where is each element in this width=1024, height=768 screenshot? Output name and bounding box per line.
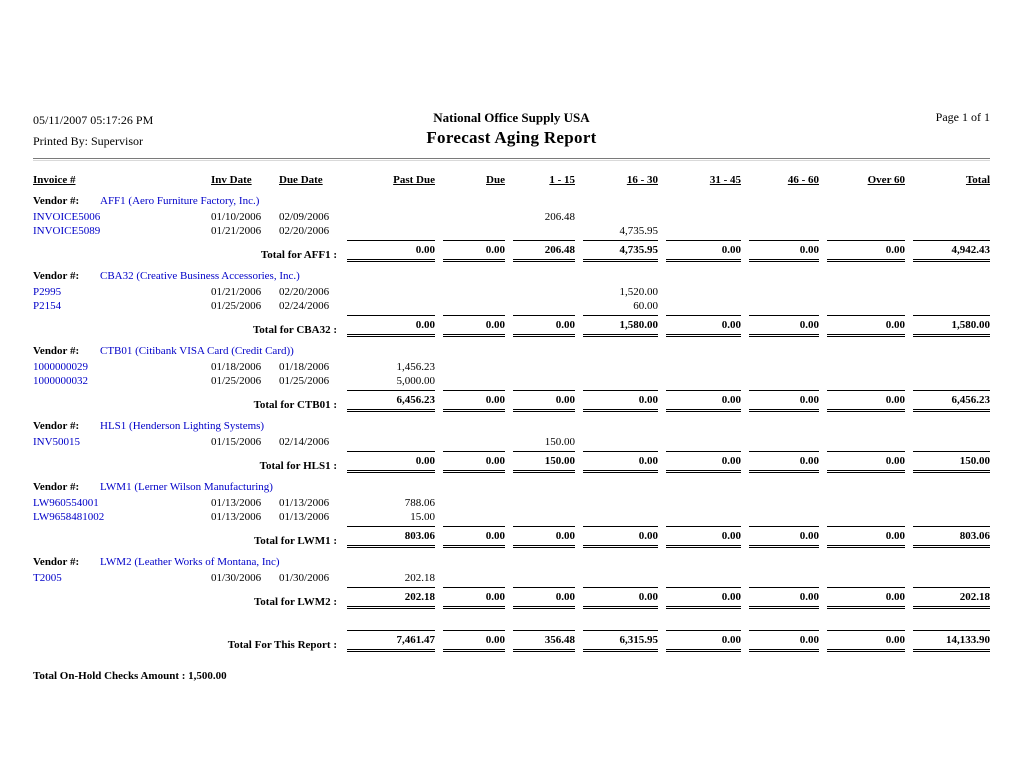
vendor-total-amount: 150.00 bbox=[513, 451, 575, 473]
vendor-total-label: Total for LWM1 : bbox=[253, 535, 337, 547]
vendor-total-amount: 0.00 bbox=[513, 587, 575, 609]
vendor-total-amount: 0.00 bbox=[513, 526, 575, 548]
printed-by: Printed By: Supervisor bbox=[33, 134, 143, 148]
vendor-total-amount: 0.00 bbox=[666, 587, 741, 609]
vendor-total-amount: 0.00 bbox=[443, 451, 505, 473]
vendor-total-amount: 0.00 bbox=[827, 315, 905, 337]
invoice-inv-date: 01/18/2006 bbox=[211, 361, 262, 373]
vendor-total-label: Total for CTB01 : bbox=[253, 399, 337, 411]
invoice-row bbox=[33, 510, 990, 524]
invoice-row bbox=[33, 299, 990, 313]
vendor-number-label: Vendor #: bbox=[33, 195, 80, 207]
vendor-total-amount: 0.00 bbox=[583, 390, 658, 412]
vendor-total-amount: 0.00 bbox=[666, 240, 741, 262]
vendor-total-amount: 0.00 bbox=[666, 390, 741, 412]
header-divider bbox=[33, 158, 990, 161]
invoice-number: 1000000032 bbox=[33, 375, 88, 387]
invoice-row bbox=[33, 360, 990, 374]
amount-cell: 15.00 bbox=[410, 511, 435, 523]
invoice-due-date: 01/13/2006 bbox=[279, 497, 330, 509]
vendor-total-amount: 0.00 bbox=[749, 451, 819, 473]
column-header-label: Total bbox=[965, 174, 990, 186]
amount-cell: 5,000.00 bbox=[396, 375, 435, 387]
column-header-label: Past Due bbox=[393, 174, 435, 186]
vendor-total-amount: 0.00 bbox=[443, 587, 505, 609]
aging-table bbox=[33, 173, 990, 652]
vendor-total-label: Total for AFF1 : bbox=[260, 249, 337, 261]
invoice-row bbox=[33, 496, 990, 510]
column-header bbox=[279, 173, 339, 187]
report-total-label: Total For This Report : bbox=[227, 639, 337, 651]
page-number: Page 1 of 1 bbox=[935, 110, 990, 124]
vendor-total-amount: 0.00 bbox=[749, 390, 819, 412]
print-datetime: 05/11/2007 05:17:26 PM bbox=[33, 113, 154, 127]
vendor-name: CTB01 (Citibank VISA Card (Credit Card)) bbox=[100, 345, 294, 357]
vendor-name: CBA32 (Creative Business Accessories, Inc.) bbox=[100, 270, 300, 282]
vendor-line bbox=[33, 419, 990, 434]
invoice-inv-date: 01/21/2006 bbox=[211, 225, 262, 237]
column-header bbox=[666, 173, 741, 187]
vendor-number-label: Vendor #: bbox=[33, 420, 80, 432]
invoice-row bbox=[33, 374, 990, 388]
vendor-total-amount: 0.00 bbox=[583, 526, 658, 548]
vendor-total-row bbox=[33, 526, 990, 548]
vendor-total-label: Total for LWM2 : bbox=[253, 596, 337, 608]
invoice-inv-date: 01/13/2006 bbox=[211, 497, 262, 509]
vendor-row bbox=[33, 269, 990, 284]
vendor-total-amount: 0.00 bbox=[749, 526, 819, 548]
invoice-row bbox=[33, 210, 990, 224]
vendor-number-label: Vendor #: bbox=[33, 481, 80, 493]
report-total-amount: 14,133.90 bbox=[913, 630, 990, 652]
invoice-inv-date: 01/15/2006 bbox=[211, 436, 262, 448]
vendor-total-amount: 150.00 bbox=[913, 451, 990, 473]
vendor-line bbox=[33, 555, 990, 570]
header-left bbox=[33, 110, 426, 152]
invoice-inv-date: 01/25/2006 bbox=[211, 300, 262, 312]
column-header-label: Invoice # bbox=[33, 174, 76, 186]
report-total-amount: 0.00 bbox=[666, 630, 741, 652]
vendor-line bbox=[33, 480, 990, 495]
report-total-amount: 356.48 bbox=[513, 630, 575, 652]
vendor-total-amount: 4,735.95 bbox=[583, 240, 658, 262]
on-hold-checks-note: Total On-Hold Checks Amount : 1,500.00 bbox=[33, 670, 227, 682]
amount-cell: 202.18 bbox=[404, 572, 435, 584]
vendor-number-label: Vendor #: bbox=[33, 345, 80, 357]
report-total-amount: 0.00 bbox=[749, 630, 819, 652]
column-header bbox=[443, 173, 505, 187]
vendor-total-label: Total for HLS1 : bbox=[259, 460, 337, 472]
column-header-label: 1 - 15 bbox=[549, 174, 575, 186]
group-spacer bbox=[33, 262, 990, 269]
vendor-total-amount: 206.48 bbox=[513, 240, 575, 262]
invoice-inv-date: 01/13/2006 bbox=[211, 511, 262, 523]
vendor-name: LWM2 (Leather Works of Montana, Inc) bbox=[100, 556, 280, 568]
column-header bbox=[749, 173, 819, 187]
invoice-due-date: 01/13/2006 bbox=[279, 511, 330, 523]
amount-cell: 788.06 bbox=[404, 497, 435, 509]
vendor-total-amount: 0.00 bbox=[443, 390, 505, 412]
invoice-number: INVOICE5006 bbox=[33, 211, 101, 223]
column-header bbox=[583, 173, 658, 187]
vendor-total-row bbox=[33, 315, 990, 337]
group-spacer bbox=[33, 609, 990, 616]
vendor-total-amount: 0.00 bbox=[347, 240, 435, 262]
vendor-total-amount: 803.06 bbox=[347, 526, 435, 548]
report-total-amount: 7,461.47 bbox=[347, 630, 435, 652]
vendor-total-amount: 0.00 bbox=[827, 240, 905, 262]
column-header-label: Over 60 bbox=[867, 174, 905, 186]
vendor-total-amount: 803.06 bbox=[913, 526, 990, 548]
invoice-due-date: 02/09/2006 bbox=[279, 211, 330, 223]
group-spacer bbox=[33, 412, 990, 419]
invoice-row bbox=[33, 285, 990, 299]
vendor-total-amount: 0.00 bbox=[443, 240, 505, 262]
vendor-row bbox=[33, 194, 990, 209]
report-page bbox=[33, 110, 990, 682]
column-header bbox=[33, 173, 203, 187]
amount-cell: 206.48 bbox=[544, 211, 575, 223]
header-center bbox=[426, 110, 596, 150]
vendor-total-amount: 6,456.23 bbox=[913, 390, 990, 412]
amount-cell: 4,735.95 bbox=[619, 225, 658, 237]
vendor-total-amount: 0.00 bbox=[583, 451, 658, 473]
company-name: National Office Supply USA bbox=[433, 110, 590, 125]
invoice-due-date: 01/25/2006 bbox=[279, 375, 330, 387]
invoice-due-date: 02/20/2006 bbox=[279, 286, 330, 298]
column-header-label: Inv Date bbox=[211, 174, 252, 186]
amount-cell: 150.00 bbox=[544, 436, 575, 448]
amount-cell: 60.00 bbox=[633, 300, 658, 312]
vendor-total-amount: 0.00 bbox=[827, 526, 905, 548]
invoice-number: INV50015 bbox=[33, 436, 81, 448]
vendor-total-amount: 0.00 bbox=[347, 451, 435, 473]
column-header-label: Due bbox=[486, 174, 505, 186]
amount-cell: 1,520.00 bbox=[619, 286, 658, 298]
column-header-label: 31 - 45 bbox=[709, 174, 741, 186]
invoice-number: P2154 bbox=[33, 300, 62, 312]
amount-cell: 1,456.23 bbox=[396, 361, 435, 373]
table-header-row bbox=[33, 173, 990, 187]
vendor-number-label: Vendor #: bbox=[33, 556, 80, 568]
vendor-name: AFF1 (Aero Furniture Factory, Inc.) bbox=[100, 195, 260, 207]
column-header bbox=[913, 173, 990, 187]
vendor-total-amount: 1,580.00 bbox=[583, 315, 658, 337]
vendor-total-amount: 6,456.23 bbox=[347, 390, 435, 412]
vendor-total-amount: 4,942.43 bbox=[913, 240, 990, 262]
invoice-number: T2005 bbox=[33, 572, 62, 584]
invoice-row bbox=[33, 571, 990, 585]
report-total-amount: 0.00 bbox=[443, 630, 505, 652]
group-spacer bbox=[33, 473, 990, 480]
vendor-total-row bbox=[33, 451, 990, 473]
vendor-total-amount: 0.00 bbox=[583, 587, 658, 609]
vendor-row bbox=[33, 419, 990, 434]
invoice-number: LW9658481002 bbox=[33, 511, 105, 523]
column-header-label: 46 - 60 bbox=[787, 174, 819, 186]
vendor-line bbox=[33, 194, 990, 209]
vendor-total-amount: 0.00 bbox=[827, 587, 905, 609]
invoice-row bbox=[33, 224, 990, 238]
invoice-due-date: 01/30/2006 bbox=[279, 572, 330, 584]
vendor-total-amount: 0.00 bbox=[443, 526, 505, 548]
vendor-total-amount: 0.00 bbox=[749, 240, 819, 262]
vendor-total-amount: 202.18 bbox=[913, 587, 990, 609]
vendor-total-amount: 0.00 bbox=[666, 526, 741, 548]
vendor-row bbox=[33, 344, 990, 359]
group-spacer bbox=[33, 548, 990, 555]
vendor-total-amount: 0.00 bbox=[347, 315, 435, 337]
invoice-due-date: 02/20/2006 bbox=[279, 225, 330, 237]
vendor-line bbox=[33, 344, 990, 359]
vendor-total-amount: 0.00 bbox=[827, 451, 905, 473]
column-header bbox=[347, 173, 435, 187]
vendor-total-amount: 0.00 bbox=[827, 390, 905, 412]
vendor-number-label: Vendor #: bbox=[33, 270, 80, 282]
vendor-total-amount: 0.00 bbox=[513, 390, 575, 412]
report-total-amount: 0.00 bbox=[827, 630, 905, 652]
vendor-total-amount: 1,580.00 bbox=[913, 315, 990, 337]
vendor-name: HLS1 (Henderson Lighting Systems) bbox=[100, 420, 265, 432]
vendor-total-amount: 0.00 bbox=[749, 315, 819, 337]
invoice-due-date: 02/14/2006 bbox=[279, 436, 330, 448]
column-header-label: 16 - 30 bbox=[626, 174, 658, 186]
column-header bbox=[513, 173, 575, 187]
vendor-total-amount: 0.00 bbox=[749, 587, 819, 609]
vendor-name: LWM1 (Lerner Wilson Manufacturing) bbox=[100, 481, 273, 493]
column-header bbox=[211, 173, 271, 187]
vendor-total-amount: 0.00 bbox=[443, 315, 505, 337]
report-title: Forecast Aging Report bbox=[426, 128, 597, 147]
report-total-row bbox=[33, 630, 990, 652]
column-header-label: Due Date bbox=[279, 174, 323, 186]
invoice-inv-date: 01/10/2006 bbox=[211, 211, 262, 223]
invoice-inv-date: 01/25/2006 bbox=[211, 375, 262, 387]
invoice-inv-date: 01/21/2006 bbox=[211, 286, 262, 298]
column-header bbox=[827, 173, 905, 187]
vendor-total-amount: 202.18 bbox=[347, 587, 435, 609]
invoice-due-date: 02/24/2006 bbox=[279, 300, 330, 312]
vendor-total-amount: 0.00 bbox=[666, 315, 741, 337]
report-total-amount: 6,315.95 bbox=[583, 630, 658, 652]
group-spacer bbox=[33, 337, 990, 344]
vendor-total-row bbox=[33, 240, 990, 262]
vendor-total-label: Total for CBA32 : bbox=[252, 324, 337, 336]
vendor-total-row bbox=[33, 587, 990, 609]
invoice-number: 1000000029 bbox=[33, 361, 88, 373]
vendor-line bbox=[33, 269, 990, 284]
invoice-inv-date: 01/30/2006 bbox=[211, 572, 262, 584]
invoice-row bbox=[33, 435, 990, 449]
vendor-total-amount: 0.00 bbox=[666, 451, 741, 473]
invoice-number: INVOICE5089 bbox=[33, 225, 101, 237]
vendor-row bbox=[33, 480, 990, 495]
vendor-total-amount: 0.00 bbox=[513, 315, 575, 337]
invoice-number: P2995 bbox=[33, 286, 62, 298]
report-header bbox=[33, 110, 990, 152]
vendor-total-row bbox=[33, 390, 990, 412]
invoice-due-date: 01/18/2006 bbox=[279, 361, 330, 373]
invoice-number: LW960554001 bbox=[33, 497, 99, 509]
vendor-row bbox=[33, 555, 990, 570]
